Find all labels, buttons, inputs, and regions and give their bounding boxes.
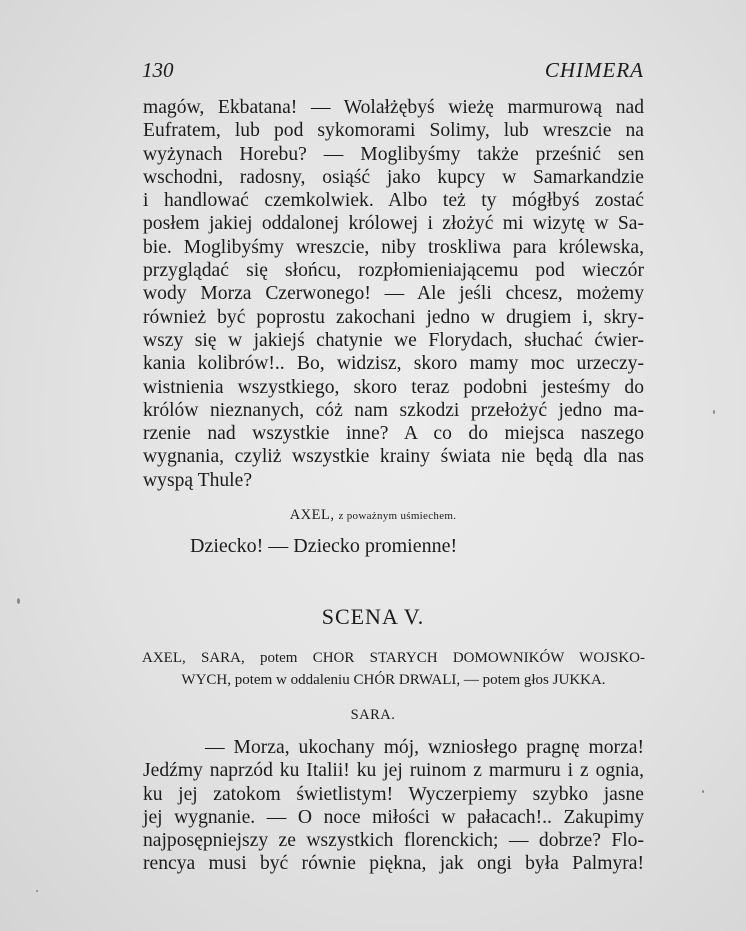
- speaker-sara: [0, 706, 746, 724]
- paper-speck: [702, 790, 704, 793]
- passage-2: [143, 736, 644, 876]
- page-header: [142, 52, 644, 86]
- page-number: 130: [142, 58, 174, 82]
- text-line: wody Morza Czerwonego! — Ale jeśli chcesz, możemy: [143, 283, 644, 305]
- text-line: i handlować czemkolwiek. Albo też ty mógłbyś zostać: [143, 190, 644, 212]
- scene-heading: SCENA V.: [321, 604, 425, 629]
- text-line: wygnania, czyliż wszystkie krainy świata nie będą dla nas: [143, 446, 644, 468]
- text-line: królów nieznanych, cóż nam szkodzi przełożyć jedno ma-: [143, 399, 644, 421]
- passage-1-paragraph: [143, 96, 644, 492]
- paper-speck: [17, 598, 20, 604]
- cast-list: [142, 647, 645, 691]
- cast-line: AXEL, SARA, potem CHOR STARYCH DOMOWNIKÓW WOJSKO-: [142, 650, 645, 666]
- text-line: wyżynach Horebu? — Moglibyśmy także prześnić sen: [143, 143, 644, 165]
- text-line: wschodni, radosny, osiąść jako kupcy w Samarkandzie: [143, 166, 644, 188]
- cast-line: WYCH, potem w oddaleniu CHÓR DRWALI, — potem głos JUKKA.: [181, 672, 606, 688]
- speaker-name: AXEL,: [289, 507, 335, 523]
- stage-direction: z poważnym uśmiechem.: [338, 510, 457, 522]
- text-line: najposępniejszy ze wszystkich florenckich; — dobrze? Flo-: [143, 830, 644, 852]
- text-line: jej wygnanie. — O noce miłości w pałacach!.. Zakupimy: [143, 806, 644, 828]
- running-title: CHIMERA: [544, 58, 644, 82]
- text-line: posłem jakiej oddalonej królowej i złożyć mi wizytę w Sa-: [143, 213, 644, 235]
- paper-speck: [36, 890, 38, 892]
- text-line: wszy się w jakiejś chatynie we Florydach, słuchać ćwier-: [143, 329, 644, 351]
- passage-2-paragraph: [143, 736, 644, 876]
- text-line: rzenie nad wszystkie inne? A co do miejsca naszego: [143, 423, 644, 445]
- text-line: kania kolibrów!.. Bo, widzisz, skoro mamy moc urzeczy-: [143, 353, 644, 375]
- text-line: przyglądać się słońcu, rozpłomieniającemu pod wieczór: [143, 260, 644, 282]
- text-line: Jedźmy naprzód ku Italii! ku jej ruinom z marmuru i z ognia,: [143, 760, 644, 782]
- text-line: ku jej zatokom świetlistym! Wyczerpiemy szybko jasne: [143, 783, 644, 805]
- paper-speck: [713, 410, 715, 414]
- text-line: bie. Moglibyśmy wreszcie, niby troskliwa para królewska,: [143, 236, 644, 258]
- speaker-name: SARA.: [350, 707, 396, 723]
- text-line: magów, Ekbatana! — Wolałżębyś wieżę marmurową nad: [143, 97, 644, 118]
- text-line: — Morza, ukochany mój, wzniosłego pragnę morza!: [205, 737, 644, 758]
- text-line: wyspą Thule?: [143, 469, 253, 491]
- text-line: wistnienia wszystkiego, skoro teraz podobni jesteśmy do: [143, 376, 644, 398]
- passage-1: [143, 96, 644, 492]
- axel-reply: Dziecko! — Dziecko promienne!: [190, 535, 458, 557]
- text-line: rencya musi być równie piękna, jak ongi była Palmyra!: [143, 853, 644, 875]
- text-line: również być poprostu zakochani jedno w drugiem i, skry-: [143, 306, 644, 328]
- speaker-axel: [0, 506, 746, 524]
- text-line: Eufratem, lub pod sykomorami Solimy, lub wreszcie na: [143, 120, 644, 142]
